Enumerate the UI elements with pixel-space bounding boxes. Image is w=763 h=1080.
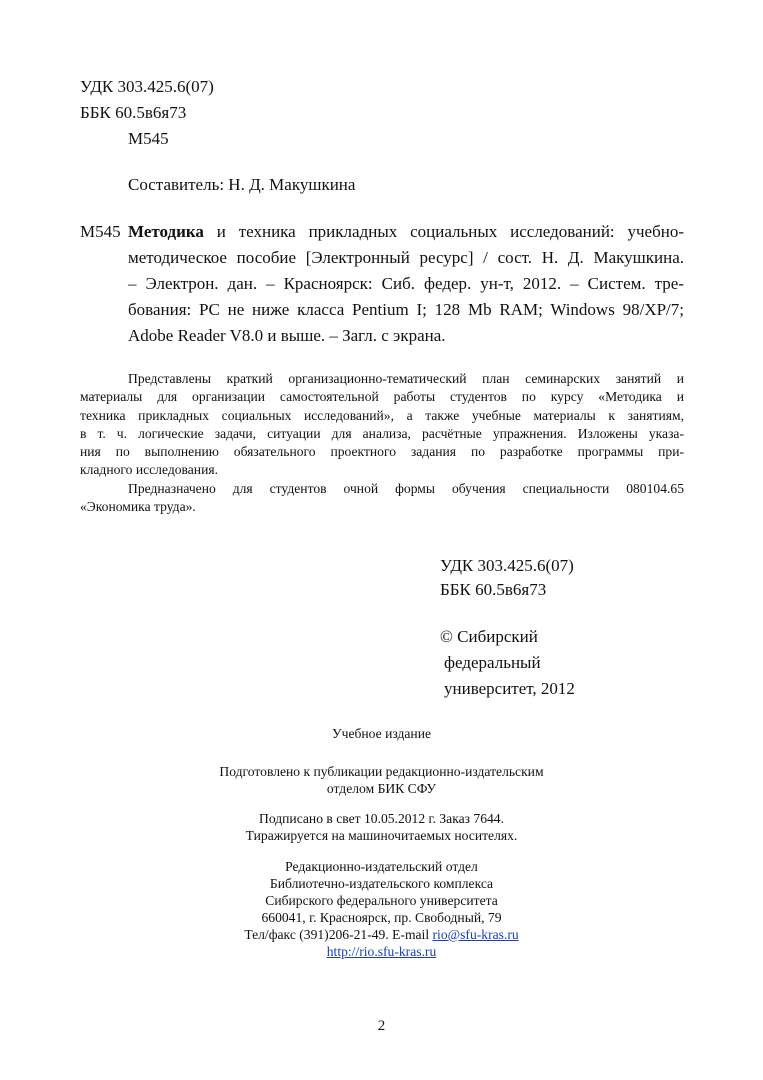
copyright-line-2: федеральный — [444, 653, 541, 672]
annotation-line: ния по выполнению обязательного проектного задания по разработке программы при- — [80, 444, 684, 460]
copyright-notice — [440, 624, 575, 702]
phone-prefix: Тел/факс (391)206-21-49. E-mail — [244, 927, 433, 942]
site-line — [0, 943, 763, 960]
biblio-line-3: – Электрон. дан. – Красноярск: Сиб. федер. ун-т, 2012. – Систем. тре- — [128, 274, 684, 293]
copyright-line-1: © Сибирский — [440, 627, 538, 646]
biblio-line-1-rest: и техника прикладных социальных исследований: учебно- — [203, 222, 684, 241]
bbk-code-right: ББК 60.5в6я73 — [440, 580, 547, 599]
annotation-line: Представлены краткий организационно-тематический план семинарских занятий и — [128, 371, 684, 386]
edition-type — [0, 725, 763, 742]
biblio-line-5: Adobe Reader V8.0 и выше. – Загл. с экрана. — [128, 326, 446, 345]
publisher-contacts — [0, 858, 763, 960]
prepared-line-1: Подготовлено к публикации редакционно-издательским — [219, 764, 544, 779]
udk-code: УДК 303.425.6(07) — [80, 77, 214, 96]
author-sign: М545 — [128, 129, 169, 148]
biblio-line-4: бования: PC не ниже класса Pentium I; 128 Mb RAM; Windows 98/XP/7; — [128, 300, 684, 319]
annotation-line: «Экономика труда». — [80, 499, 196, 515]
biblio-line-2: методическое пособие [Электронный ресурс] / сост. Н. Д. Макушкина. — [128, 248, 684, 267]
udk-code-right: УДК 303.425.6(07) — [440, 556, 574, 575]
right-classification-codes — [440, 554, 574, 602]
bbk-code: ББК 60.5в6я73 — [80, 103, 187, 122]
annotation-line: кладного исследования. — [80, 462, 219, 478]
annotation-line: материалы для организации самостоятельной работы студентов по курсу «Методика и — [80, 389, 684, 405]
edition-type-text: Учебное издание — [331, 726, 431, 741]
site-link[interactable]: http://rio.sfu-kras.ru — [326, 944, 437, 959]
biblio-line-1 — [128, 219, 684, 245]
signed-line-1: Подписано в свет 10.05.2012 г. Заказ 7644. — [259, 811, 504, 826]
annotation-line: Предназначено для студентов очной формы обучения специальности 080104.65 — [128, 480, 684, 496]
classification-codes — [80, 74, 214, 152]
compiler-line: Составитель: Н. Д. Макушкина — [128, 175, 356, 194]
biblio-author-sign: М545 — [80, 222, 121, 241]
biblio-title-bold: Методика — [128, 222, 204, 241]
email-link[interactable]: rio@sfu-kras.ru — [432, 927, 519, 942]
copyright-line-3: университет, 2012 — [444, 679, 575, 698]
signed-line-2: Тиражируется на машиночитаемых носителях. — [245, 828, 518, 843]
annotation-line: в т. ч. логические задачи, ситуации для анализа, расчётные упражнения. Изложены указа- — [80, 425, 684, 441]
prepared-line-2: отделом БИК СФУ — [326, 781, 437, 796]
address-line: 660041, г. Красноярск, пр. Свободный, 79 — [261, 910, 502, 925]
dept-line-3: Сибирского федерального университета — [265, 893, 498, 908]
bibliographic-description — [80, 219, 684, 349]
prepared-notice — [0, 763, 763, 797]
phone-email-line — [0, 926, 763, 943]
annotation-line: техника прикладных социальных исследований», а также учебные материалы к занятиям, — [80, 407, 684, 423]
signed-notice — [0, 810, 763, 844]
dept-line-2: Библиотечно-издательского комплекса — [269, 876, 494, 891]
dept-line-1: Редакционно-издательский отдел — [285, 859, 478, 874]
page-number: 2 — [377, 1018, 386, 1034]
annotation — [80, 370, 684, 516]
